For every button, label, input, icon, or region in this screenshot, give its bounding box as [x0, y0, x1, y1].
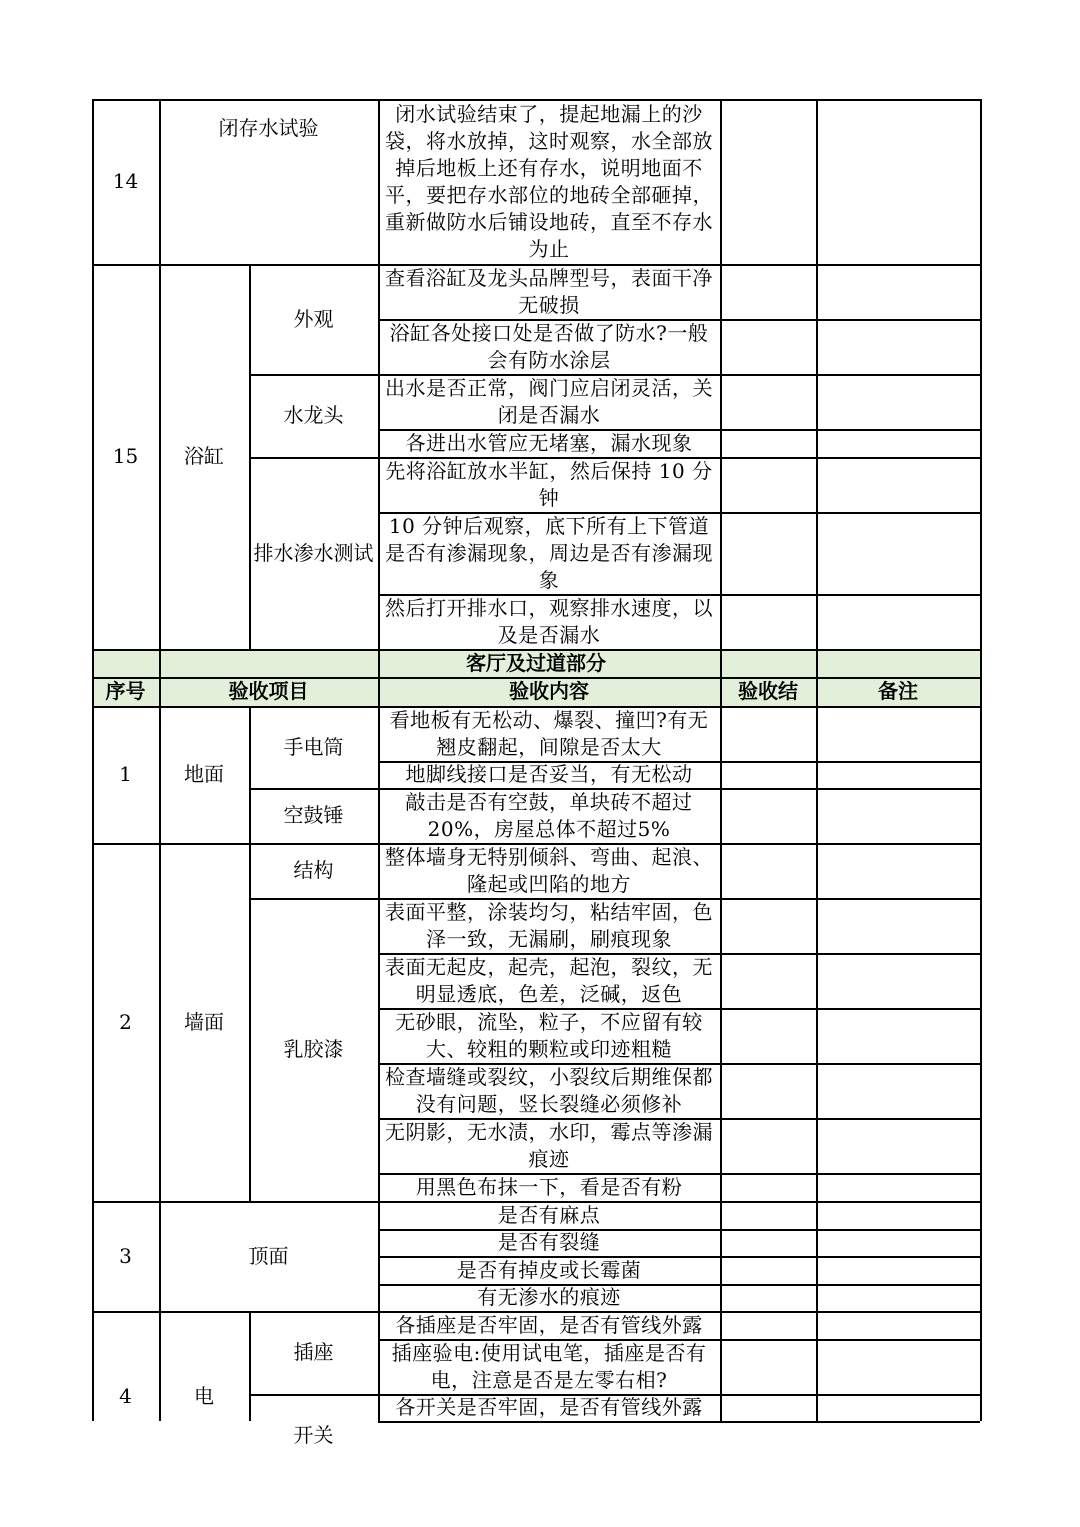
- cell-content-1-2: 敲击是否有空鼓，单块砖不超过20%，房屋总体不超过5%: [405, 789, 693, 841]
- cell-no-15: 15: [112, 444, 139, 468]
- grid-line-h: [92, 1311, 980, 1313]
- grid-line-h: [378, 953, 980, 955]
- cell-no-14: 14: [112, 169, 139, 193]
- cell-content-14: 闭水试验结束了，提起地漏上的沙袋，将水放掉，这时观察，水全部放掉后地板上还有存水，说明地面不平，要把存水部位的地砖全部砸掉，重新做防水后铺设地砖，直至不存水为止: [385, 101, 713, 261]
- cell-content-15-3: 各进出水管应无堵塞，漏水现象: [405, 430, 693, 455]
- grid-line-h: [249, 374, 378, 376]
- cell-content-2-3: 无砂眼，流坠，粒子，不应留有较大、较粗的颗粒或印迹粗糙: [395, 1009, 703, 1061]
- grid-line-h: [249, 788, 378, 790]
- cell-content-2-6: 用黑色布抹一下，看是否有粉: [415, 1174, 683, 1199]
- grid-line-v: [720, 99, 722, 1421]
- grid-line-h: [92, 649, 980, 651]
- cell-content-3-3: 有无渗水的痕迹: [477, 1285, 621, 1309]
- header-content: 验收内容: [378, 677, 720, 706]
- grid-line-h: [378, 1229, 980, 1231]
- header-item: 验收项目: [159, 677, 378, 706]
- cell-sub-2-0: 结构: [293, 858, 334, 882]
- cell-content-15-0: 查看浴缸及龙头品牌型号，表面干净无破损: [385, 265, 713, 317]
- section-title: 客厅及过道部分: [92, 649, 980, 677]
- grid-line-h: [378, 1118, 980, 1120]
- grid-line-h: [378, 457, 980, 459]
- grid-line-h: [378, 1008, 980, 1010]
- grid-line-h: [92, 706, 980, 708]
- header-no: 序号: [92, 677, 159, 706]
- cell-no-4: 4: [119, 1383, 132, 1408]
- grid-line-h: [249, 898, 378, 900]
- header-note: 备注: [816, 677, 980, 706]
- grid-line-h: [378, 429, 980, 431]
- cell-sub-15-1: 水龙头: [283, 403, 344, 427]
- cell-content-3-0: 是否有麻点: [497, 1202, 601, 1227]
- grid-line-h: [378, 898, 980, 900]
- cell-sub-2-1: 乳胶漆: [283, 1037, 344, 1061]
- grid-line-h: [92, 1201, 980, 1203]
- cell-item-15: 浴缸: [184, 444, 224, 468]
- grid-line-v: [980, 99, 982, 1421]
- grid-line-h: [378, 374, 980, 376]
- cell-sub-4-1: 开关: [293, 1423, 334, 1447]
- grid-line-h: [249, 1394, 378, 1396]
- grid-line-h: [378, 1421, 980, 1423]
- grid-line-h: [378, 761, 980, 763]
- cell-content-15-5: 10 分钟后观察，底下所有上下管道是否有渗漏现象，周边是否有渗漏现象: [385, 513, 713, 592]
- cell-sub-4-0: 插座: [293, 1340, 334, 1364]
- cell-content-4-2: 各开关是否牢固，是否有管线外露: [395, 1395, 703, 1419]
- cell-sub-1-0: 手电筒: [283, 734, 344, 759]
- cell-sub-15-2: 排水渗水测试: [253, 540, 374, 565]
- cell-sub-1-1: 空鼓锤: [283, 803, 344, 827]
- grid-line-h: [92, 843, 980, 845]
- grid-line-v: [249, 706, 251, 1201]
- header-result: 验收结: [720, 677, 816, 706]
- grid-line-v: [159, 99, 161, 1421]
- grid-line-v: [249, 1311, 251, 1421]
- grid-line-h: [378, 1063, 980, 1065]
- cell-content-3-2: 是否有掉皮或长霉菌: [456, 1257, 642, 1282]
- cell-content-3-1: 是否有裂缝: [497, 1230, 601, 1254]
- cell-content-2-2: 表面无起皮，起壳，起泡，裂纹，无明显透底，色差，泛碱，返色: [385, 954, 713, 1006]
- grid-line-h: [378, 1284, 980, 1286]
- cell-content-4-0: 各插座是否牢固，是否有管线外露: [395, 1312, 703, 1337]
- cell-content-4-1: 插座验电:使用试电笔，插座是否有电，注意是否是左零右相?: [391, 1340, 707, 1392]
- cell-content-15-2: 出水是否正常，阀门应启闭灵活，关闭是否漏水: [385, 375, 713, 427]
- cell-content-15-6: 然后打开排水口，观察排水速度，以及是否漏水: [385, 595, 713, 647]
- cell-no-1: 1: [119, 762, 132, 786]
- grid-line-h: [92, 99, 980, 101]
- cell-content-15-1: 浴缸各处接口处是否做了防水?一般会有防水涂层: [389, 320, 709, 372]
- cell-item-1: 地面: [184, 762, 224, 786]
- grid-line-h: [378, 1173, 980, 1175]
- grid-line-h: [378, 1256, 980, 1258]
- cell-content-2-5: 无阴影，无水渍，水印，霉点等渗漏痕迹: [385, 1119, 713, 1171]
- cell-item-4: 电: [194, 1383, 214, 1408]
- grid-line-h: [378, 319, 980, 321]
- grid-line-h: [378, 1339, 980, 1341]
- cell-sub-15-0: 外观: [293, 306, 334, 331]
- grid-line-h: [378, 594, 980, 596]
- cell-no-2: 2: [119, 1009, 132, 1034]
- cell-content-15-4: 先将浴缸放水半缸，然后保持 10 分钟: [385, 458, 713, 510]
- grid-line-h: [378, 1394, 980, 1396]
- cell-no-3: 3: [119, 1243, 132, 1268]
- cell-item-2: 墙面: [184, 1009, 224, 1034]
- grid-line-v: [92, 99, 94, 1421]
- grid-line-h: [378, 788, 980, 790]
- grid-line-h: [92, 677, 980, 679]
- grid-line-h: [92, 264, 980, 266]
- cell-item-3: 顶面: [248, 1243, 289, 1268]
- grid-line-h: [249, 457, 378, 459]
- grid-line-h: [378, 512, 980, 514]
- cell-content-2-4: 检查墙缝或裂纹，小裂纹后期维保都没有问题，竖长裂缝必须修补: [385, 1064, 713, 1116]
- grid-line-v: [378, 99, 380, 1421]
- grid-line-v: [816, 99, 818, 1421]
- cell-content-1-1: 地脚线接口是否妥当，有无松动: [405, 762, 693, 786]
- cell-content-2-0: 整体墙身无特别倾斜、弯曲、起浪、隆起或凹陷的地方: [385, 844, 713, 896]
- cell-item-14: 闭存水试验: [218, 115, 319, 140]
- cell-content-2-1: 表面平整，涂装均匀，粘结牢固，色泽一致，无漏刷，刷痕现象: [385, 899, 713, 951]
- cell-content-1-0: 看地板有无松动、爆裂、撞凹?有无翘皮翻起，间隙是否太大: [389, 707, 709, 759]
